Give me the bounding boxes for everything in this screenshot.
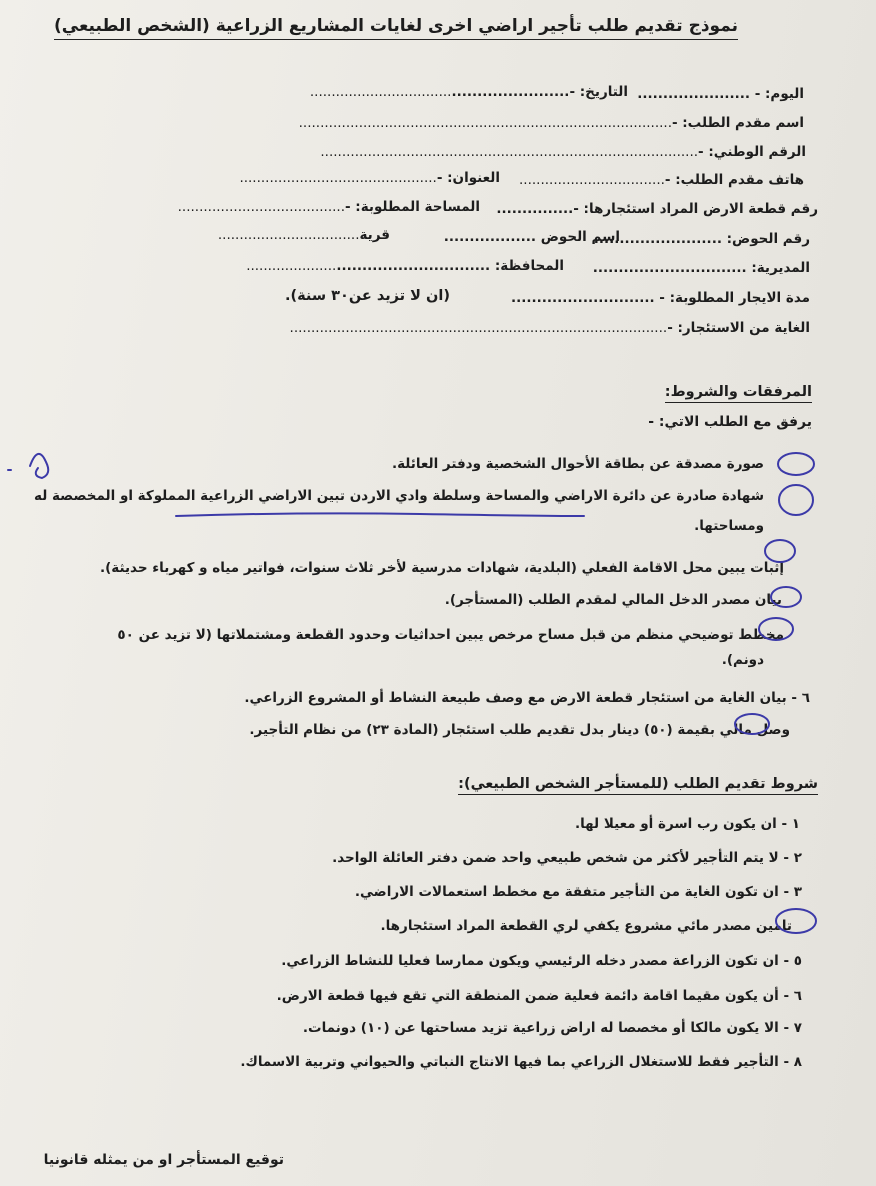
- pen-scribble-left: [30, 454, 48, 478]
- field-day: اليوم: - ......................: [637, 86, 804, 102]
- pen-circle-4: [771, 587, 801, 607]
- attachment-item-3: إثبات يبين محل الاقامة الفعلي (البلدية، شهادات مدرسية لأخر ثلاث سنوات، فواتير مياه و كهرباء حديثة).: [99, 560, 784, 576]
- field-lease-limit: (ان لا تزيد عن٣٠ سنة).: [284, 288, 450, 304]
- pen-circle-3: [765, 540, 795, 562]
- pen-circle-5: [759, 618, 793, 640]
- field-basin-name: اسم الحوض ..................: [443, 229, 620, 245]
- attachment-item-7: وصل مالي بقيمة (٥٠) دينار بدل تقديم طلب استئجار (المادة ٢٣) من نظام التأجير.: [249, 722, 790, 738]
- condition-item-6: ٦ - أن يكون مقيما اقامة دائمة فعلية ضمن المنطقة التي تقع فيها قطعة الارض.: [276, 988, 802, 1004]
- field-purpose: الغاية من الاستئجار: -........................................................................................: [289, 320, 810, 336]
- attachment-item-5: مخطط توضيحي منظم من قبل مساح مرخص يبين احداثيات وحدود القطعة ومشتملاتها (لا تزيد عن ٥٠: [117, 627, 784, 643]
- attachments-heading: المرفقات والشروط:: [665, 384, 812, 403]
- field-plot-number: رقم قطعة الارض المراد استئجارها: -...............: [496, 201, 818, 217]
- condition-item-4: تامين مصدر مائي مشروع يكفي لري القطعة المراد استئجارها.: [380, 918, 792, 934]
- signature-label: توقيع المستأجر او من يمثله قانونيا: [43, 1152, 284, 1168]
- field-address: العنوان: -..............................................: [239, 170, 500, 186]
- condition-item-7: ٧ - الا يكون مالكا أو مخصصا له اراض زراعية تزيد مساحتها عن (١٠) دونمات.: [302, 1020, 802, 1036]
- attachment-item-6: ٦ - بيان الغاية من استئجار قطعة الارض مع وصف طبيعة النشاط أو المشروع الزراعي.: [244, 690, 810, 706]
- form-title: نموذج تقديم طلب تأجير اراضي اخرى لغايات المشاريع الزراعية (الشخص الطبيعي): [54, 16, 738, 40]
- field-required-area: المساحة المطلوبة: -.......................................: [177, 199, 480, 215]
- conditions-heading: شروط تقديم الطلب (للمستأجر الشخص الطبيعي):: [458, 776, 818, 795]
- field-national-number: الرقم الوطني: -........................................................................................: [320, 144, 806, 160]
- attachment-item-2-cont: ومساحتها.: [694, 518, 764, 534]
- field-directorate: المديرية: ..............................: [592, 260, 810, 276]
- attachments-subheading: يرفق مع الطلب الاتي: -: [648, 414, 812, 430]
- pen-circle-7: [735, 714, 769, 734]
- pen-circle-cond-4: [776, 909, 816, 933]
- field-village: قرية.................................: [217, 227, 390, 243]
- condition-item-5: ٥ - ان تكون الزراعة مصدر دخله الرئيسي ويكون ممارسا فعليا للنشاط الزراعي.: [281, 953, 802, 969]
- field-basin-number: رقم الحوض: .........................: [593, 231, 810, 247]
- attachment-item-2: شهادة صادرة عن دائرة الاراضي والمساحة وسلطة وادي الاردن تبين الاراضي الزراعية المملوكة او المخصصة له: [34, 488, 764, 504]
- field-date: التاريخ: -........................................................: [309, 84, 628, 100]
- attachment-item-1: صورة مصدقة عن بطاقة الأحوال الشخصية ودفتر العائلة.: [391, 456, 764, 472]
- attachment-item-5-cont: دونم).: [721, 652, 764, 668]
- attachment-item-4: بيان مصدر الدخل المالي لمقدم الطلب (المستأجر).: [444, 592, 782, 608]
- condition-item-2: ٢ - لا يتم التأجير لأكثر من شخص طبيعي واحد ضمن دفتر العائلة الواحد.: [332, 850, 802, 866]
- pen-circle-1: [778, 453, 814, 475]
- condition-item-3: ٣ - ان تكون الغاية من التأجير متفقة مع مخطط استعمالات الاراضي.: [354, 884, 802, 900]
- condition-item-8: ٨ - التأجير فقط للاستغلال الزراعي بما فيها الانتاج النباتي والحيواني وتربية الاسماك.: [240, 1054, 802, 1070]
- field-phone: هاتف مقدم الطلب: -..................................: [519, 172, 804, 188]
- pen-circle-2: [779, 485, 813, 515]
- field-lease-duration: مدة الايجار المطلوبة: - ............................: [511, 290, 810, 306]
- pen-underline: [176, 513, 584, 516]
- condition-item-1: ١ - ان يكون رب اسرة أو معيلا لها.: [574, 816, 800, 832]
- field-governorate: المحافظة: ...................................................: [246, 258, 564, 274]
- field-applicant-name: اسم مقدم الطلب: -.......................................................................................: [298, 115, 804, 131]
